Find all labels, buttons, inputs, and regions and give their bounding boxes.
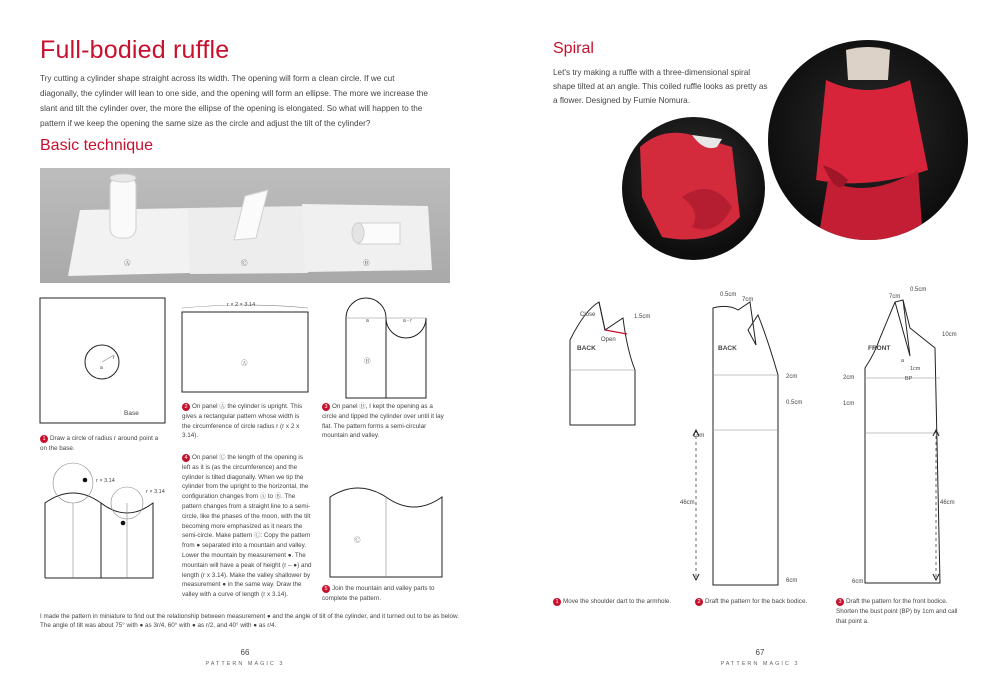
step-text: Draft the pattern for the back bodice. bbox=[705, 598, 808, 605]
measure-1cm: 1cm bbox=[693, 433, 705, 439]
circumference-label: r × 2 × 3.14 bbox=[227, 302, 256, 308]
tilted-pattern-diagram bbox=[45, 483, 160, 578]
length-arrow bbox=[690, 430, 705, 590]
point-a-label: a bbox=[100, 365, 103, 371]
running-footer-right: PATTERN MAGIC 3 bbox=[720, 661, 800, 667]
spiral-step-2-caption bbox=[695, 597, 825, 607]
length-label: r × 3.14 bbox=[146, 489, 165, 495]
measure-6cm: 6cm bbox=[852, 579, 864, 585]
running-footer-left: PATTERN MAGIC 3 bbox=[205, 661, 285, 667]
step-4-caption bbox=[182, 453, 312, 600]
pattern-c-label: Ⓒ bbox=[354, 537, 361, 544]
note-line-2: The angle of tilt was about 75° with ● as 3r/4, 60° with ● as r/2, and 40° with ● as r/4. bbox=[40, 622, 277, 629]
open-label: Open bbox=[601, 337, 616, 343]
close-label: Close bbox=[580, 312, 596, 318]
measure-0-5cm: 0.5cm bbox=[720, 292, 737, 298]
measure-1cm: 1cm bbox=[910, 366, 921, 372]
step-2-caption bbox=[182, 402, 307, 441]
intro-paragraph: Try cutting a cylinder shape straight across its width. The opening will form a clean circle. If we cut diagonally, the cylinder will lean to one side, and the opening will form an ellipse. The more we increase the slant and tilt the cylinder over, the more the ellipse of the opening is elongated. So what will happen to the pattern if we keep the opening the same size as the circle and adjust the tilt of the cylinder? bbox=[40, 74, 428, 128]
step-text: Move the shoulder dart to the armhole. bbox=[563, 598, 672, 605]
step-number: 1 bbox=[553, 598, 561, 606]
step-number: 3 bbox=[322, 403, 330, 411]
point-a-label: a bbox=[901, 358, 905, 364]
measure-1-5cm: 1.5cm bbox=[634, 314, 651, 320]
base-diagram bbox=[40, 298, 165, 423]
step-number: 2 bbox=[182, 403, 190, 411]
bust-point-label: BP bbox=[905, 376, 913, 382]
rectangle-a-diagram bbox=[182, 312, 308, 392]
step-number: 2 bbox=[695, 598, 703, 606]
page-number-left: 66 bbox=[240, 648, 250, 657]
measure-1cm: 1cm bbox=[843, 401, 855, 407]
section-heading: Basic technique bbox=[40, 137, 153, 154]
step-text: On panel Ⓒ the length of the opening is left as it is (as the circumference) and the cylinder is tilted diagonally. When we tip the cylinder from the upright to the horizontal, the configuration changes from Ⓐ to Ⓑ. The pattern changes from a straight line to a semi-circle, like the phases of the moon, with the tilt becoming more emphasized as it nears the semi-circle. Make pattern Ⓒ: Copy the pattern from ● separated into a mountain and valley. Lower the mountain by measurement ●. The mountain will have a peak of height (r – ●) and length (r x 3.14). Make the valley shallower by measurement ● in the same way. Draw the valley with a curve of length (r x 3.14). bbox=[182, 454, 312, 599]
step-text: Draft the pattern for the front bodice. Shorten the bust point (BP) by 1cm and call that point a. bbox=[836, 598, 958, 625]
measure-7cm: 7cm bbox=[889, 294, 901, 300]
step-text: Join the mountain and valley parts to complete the pattern. bbox=[322, 585, 435, 602]
step-text: Draw a circle of radius r around point a on the base. bbox=[40, 435, 159, 452]
measure-46cm: 46cm bbox=[940, 500, 955, 506]
back-bodice-diagram bbox=[708, 300, 798, 585]
length-arrow bbox=[930, 430, 942, 590]
note-line-1: I made the pattern in miniature to find out the relationship between measurement ● and the angle of tilt of the cylinder, and it turned out to be as below. bbox=[40, 613, 459, 620]
a-minus-r-label: a - r bbox=[403, 318, 412, 324]
back-label: BACK bbox=[577, 345, 596, 352]
photo-label-b: Ⓑ bbox=[363, 260, 370, 267]
step-number: 3 bbox=[836, 598, 844, 606]
radius-label: r bbox=[113, 355, 115, 361]
measure-2cm: 2cm bbox=[786, 374, 798, 380]
front-label: FRONT bbox=[868, 345, 891, 352]
cylinder-photo bbox=[40, 168, 450, 283]
measure-2cm: 2cm bbox=[843, 375, 855, 381]
step-number: 4 bbox=[182, 454, 190, 462]
spiral-title: Spiral bbox=[553, 40, 594, 57]
measure-46cm: 46cm bbox=[680, 500, 695, 506]
measure-7cm: 7cm bbox=[742, 297, 754, 303]
length-label: r × 3.14 bbox=[96, 478, 115, 484]
pattern-c-diagram bbox=[330, 487, 442, 577]
pattern-a-label: Ⓐ bbox=[241, 360, 248, 367]
step-3-caption bbox=[322, 402, 447, 441]
spiral-step-3-caption bbox=[836, 597, 961, 626]
step-number: 1 bbox=[40, 435, 48, 443]
measure-0-5cm: 0.5cm bbox=[910, 287, 927, 293]
back-label: BACK bbox=[718, 345, 737, 352]
ruffle-closeup-photo bbox=[622, 117, 765, 260]
step-number: 5 bbox=[322, 585, 330, 593]
spiral-intro: Let's try making a ruffle with a three-dimensional spiral shape tilted at an angle. This coiled ruffle looks as pretty as a flower. Designed by Fumie Nomura. bbox=[553, 68, 768, 105]
base-label: Base bbox=[124, 410, 139, 417]
page-number-right: 67 bbox=[755, 648, 765, 657]
measure-6cm: 6cm bbox=[786, 578, 798, 584]
page-title: Full-bodied ruffle bbox=[40, 36, 230, 64]
dress-photo bbox=[768, 40, 968, 240]
step-text: On panel Ⓑ, I kept the opening as a circle and tipped the cylinder over until it lay flat. The pattern forms a semi-circular mountain and valley. bbox=[322, 403, 444, 440]
pattern-b-diagram bbox=[346, 298, 426, 398]
step-5-caption bbox=[322, 584, 442, 604]
spiral-step-1-caption bbox=[553, 597, 683, 607]
step-text: On panel Ⓐ the cylinder is upright. This gives a rectangular pattern whose width is the circumference of circle radius r (r x 2 x 3.14). bbox=[182, 403, 303, 440]
measure-10cm: 10cm bbox=[942, 332, 957, 338]
pattern-b-label: Ⓑ bbox=[364, 358, 371, 365]
photo-label-a: Ⓐ bbox=[124, 260, 131, 267]
photo-label-c: Ⓒ bbox=[241, 260, 248, 267]
step-1-caption bbox=[40, 434, 165, 454]
point-a-label: a bbox=[366, 318, 369, 324]
measure-0-5cm: 0.5cm bbox=[786, 400, 803, 406]
